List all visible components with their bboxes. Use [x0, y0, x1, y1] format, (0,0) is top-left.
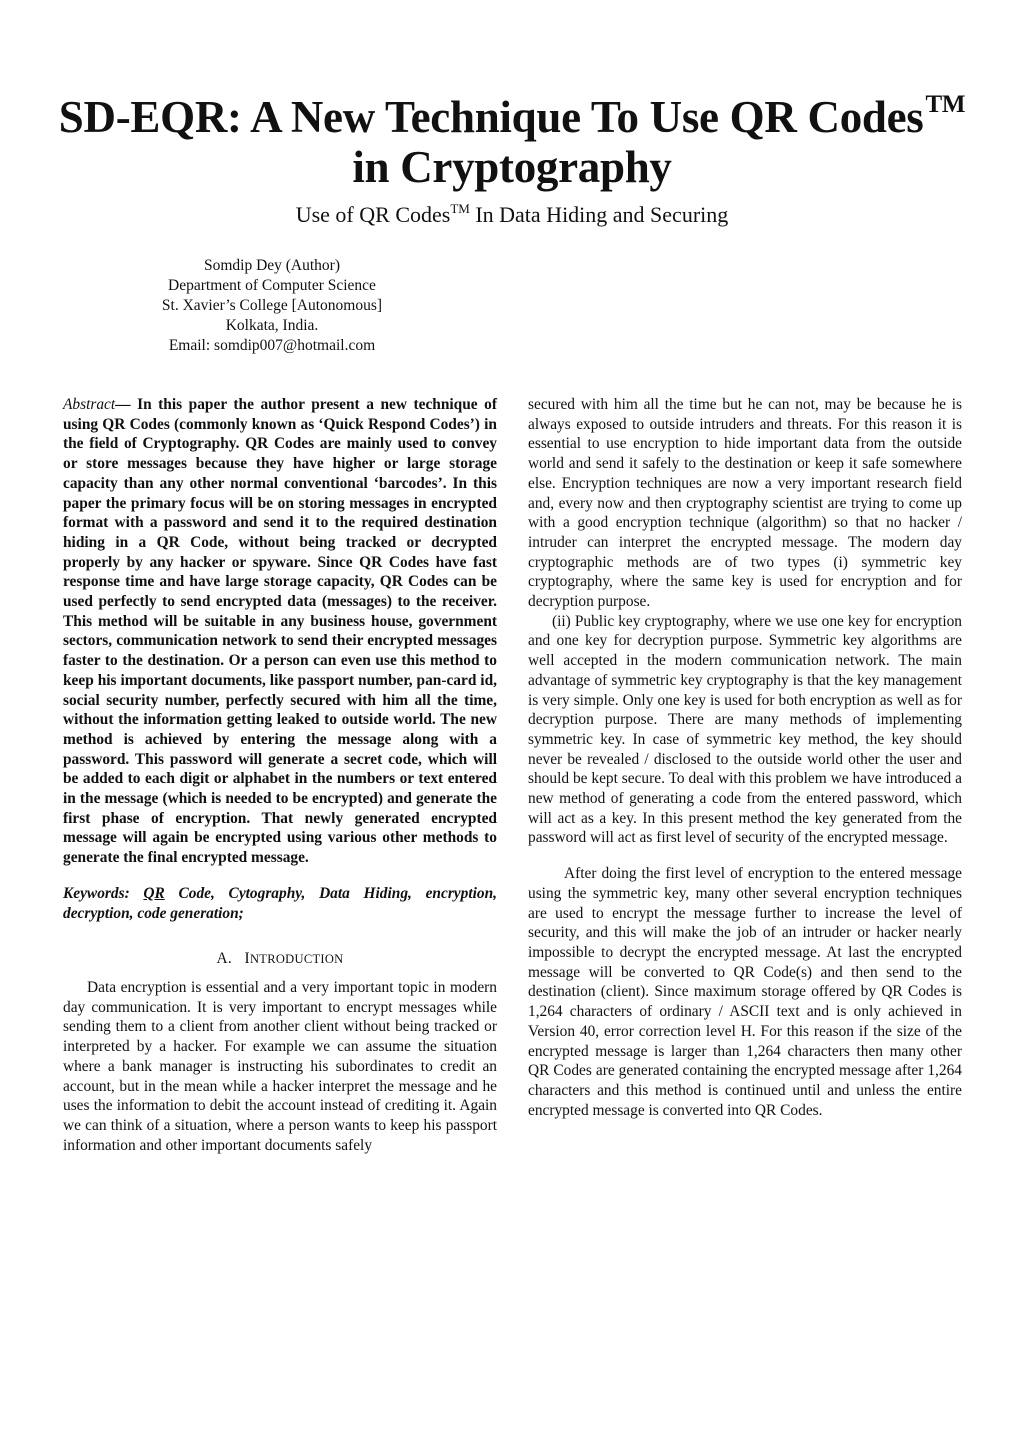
author-name: Somdip Dey (Author): [203, 257, 341, 274]
keywords-text: Code, Cytography, Data Hiding, encryption, decryption, code generation;: [63, 884, 497, 922]
title-trademark: TM: [925, 91, 966, 118]
section-title-rest: NTRODUCTION: [249, 952, 344, 967]
keywords-first: QR: [143, 884, 165, 902]
section-heading-introduction: [63, 949, 497, 970]
right-column: [528, 395, 962, 1120]
left-column: [63, 395, 497, 1155]
intro-paragraph-2: (ii) Public key cryptography, where we use one key for encryption and one key for decryption purpose. Symmetric key algorithms are well accepted in the modern communication network. The main advantage of symmetric key cryptography is that the key management is very simple. Only one key is used for both encryption as well as for decryption purpose. There are many methods of implementing symmetric key. In case of symmetric key method, the key should never be revealed / disclosed to the outside world other the user and should be kept secure. To deal with this problem we have introduced a new method of generating a code from the entered password, which will act as a key. In this present method the key generated from the password will act as first level of security of the encrypted message.: [528, 612, 962, 847]
author-department: Department of Computer Science: [168, 277, 376, 294]
author-college: St. Xavier’s College [Autonomous]: [161, 297, 383, 314]
section-title-initial: I: [244, 950, 250, 968]
abstract-text: In this paper the author present a new technique of using QR Codes (commonly known as ‘Quick Respond Codes’) in the field of Cryptography. QR Codes are mainly used to convey or store messages because they have higher or large storage capacity than any other normal conventional ‘barcodes’. In this paper the primary focus will be on storing messages in encrypted format with a password and send it to the required destination hiding in a QR Code, without being tracked or decrypted properly by any hacker or spyware. Since QR Codes have fast response time and have large storage capacity, QR Codes can be used perfectly to send encrypted data (messages) to the receiver. This method will be suitable in any business house, government sectors, communication network to send their encrypted messages faster to the destination. Or a person can even use this method to keep his important documents, like passport number, pan-card id, social security number, perfectly secured with him all the time, without the information getting leaked to outside world. The new method is achieved by entering the message along with a password. This password will generate a secret code, which will be added to each digit or alphabet in the numbers or text entered in the message (which is needed to be encrypted) and generate the first phase of encryption. That newly generated encrypted message will again be encrypted using various other methods to generate the final encrypted message.: [63, 396, 497, 867]
intro-paragraph-1: Data encryption is essential and a very important topic in modern day communication. It is very important to encrypt messages while sending them to a client from another client without being tracked or interpreted by a hacker. For example we can assume the situation where a bank manager is instructing his subordinates to credit an account, but in the mean while a hacker interpret the message and he uses the information to debit the account instead of crediting it. Again we can think of a situation, where a person wants to keep his passport information and other important documents safely: [63, 978, 497, 1154]
subtitle-part-2: In Data Hiding and Securing: [469, 202, 729, 227]
author-block: [122, 256, 422, 356]
author-email: Email: somdip007@hotmail.com: [168, 337, 376, 354]
intro-paragraph-1-continued: secured with him all the time but he can not, may be because he is always exposed to outside intruders and threats. For this reason it is essential to use encryption to hide important data from the outside world and send it safely to the destination or keep it safe somewhere else. Encryption techniques are now a very important research field and, every now and then cryptography scientist are trying to come up with a good encryption technique (algorithm) so that no hacker / intruder can interpret the encrypted message. The modern day cryptographic methods are of two types (i) symmetric key cryptography, where the same key is used for encryption and for decryption purpose.: [528, 396, 962, 611]
subtitle-part-1: Use of QR Codes: [295, 202, 451, 227]
intro-paragraph-3: After doing the first level of encryption to the entered message using the symmetric key, many other several encryption techniques are used to encrypt the message further to increase the level of security, and this will make the job of an intruder or hacker nearly impossible to decrypt the encrypted message. At last the encrypted message will be converted to QR Code(s) and then send to the destination (client). Since maximum storage offered by QR Codes is 1,264 characters of ordinary / ASCII text and is only achieved in Version 40, error correction level H. For this reason if the size of the encrypted message is larger than 1,264 characters then many other QR Codes are generated containing the encrypted message after 1,264 characters and this method is continued until and unless the entire encrypted message is converted into QR Codes.: [528, 865, 962, 1119]
abstract: [63, 395, 497, 868]
paper-subtitle: [40, 195, 984, 229]
title-line-2: in Cryptography: [352, 142, 672, 192]
keywords: [63, 884, 497, 923]
abstract-dash: —: [115, 396, 138, 413]
author-location: Kolkata, India.: [225, 317, 319, 334]
keywords-label: Keywords:: [63, 884, 144, 902]
abstract-label: Abstract: [63, 396, 116, 413]
title-line-1: SD-EQR: A New Technique To Use QR Codes: [58, 92, 924, 142]
paper-title: [40, 80, 984, 192]
section-number: A.: [216, 950, 233, 968]
subtitle-trademark: TM: [450, 201, 470, 216]
